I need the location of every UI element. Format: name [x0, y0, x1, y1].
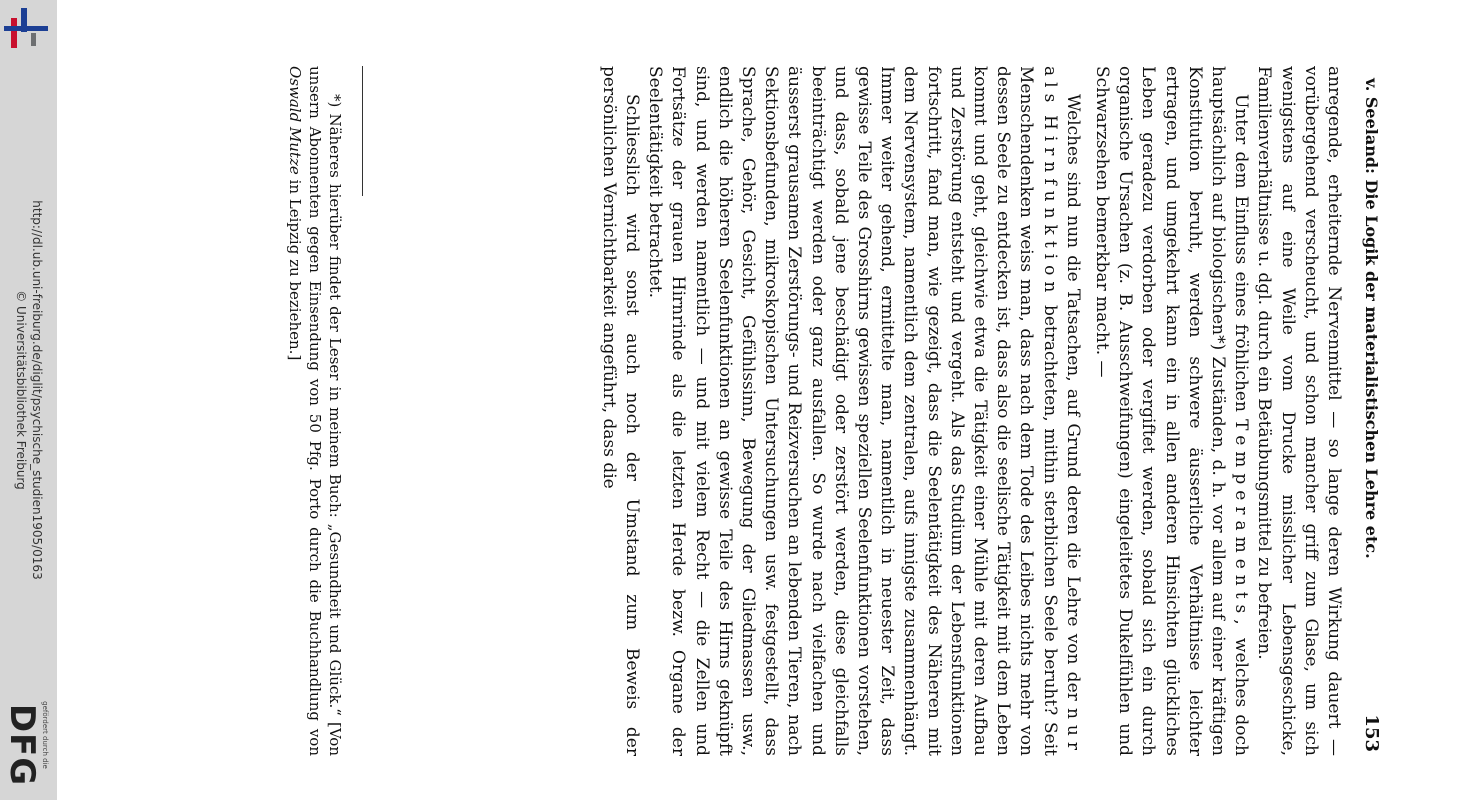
viewer-sidebar	[0, 0, 57, 800]
running-head	[1357, 66, 1385, 756]
footnote-rule	[362, 66, 363, 196]
footnote: *) Näheres hierüber findet der Leser in meinem Buch: „Gesundheit und Glück.“ [Von unsern Abonnenten gegen Einsendung von 50 Pfg. Porto durch die Buchhandlung von Oswald Mutze in Leipzig zu beziehen.]	[286, 66, 344, 756]
paragraph-4: Schliesslich wird sonst auch noch der Umstand zum Beweis der persönlichen Vernichtbarkeit angeführt, dass die	[598, 66, 642, 756]
ub-freiburg-logo	[4, 8, 50, 48]
page-number: 153	[1361, 714, 1382, 752]
paragraph-3: Welches sind nun die Tatsachen, auf Grund deren die Lehre von der nur als Hirnfunktion betrachteten, mithin sterblichen Seele beruht? Seit Menschendenken weiss man, dass nach dem Tode des Leibes nichts mehr von dessen Seele zu entdecken ist, dass also die seelische Tätigkeit mit dem Leben kommt und geht, gleichwie etwa die Tätigkeit einer Mühle mit deren Aufbau und Zerstörung entsteht und vergeht. Als das Studium der Lebensfunktionen fortschritt, fand man, wie gezeigt, dass die Seelentätigkeit des Näheren mit dem Nervensystem, namentlich dem zentralen, aufs innigste zusammenhängt. Immer weiter gehend, ermittelte man, namentlich in neuester Zeit, dass gewisse Teile des Grosshirns gewissen speziellen Seelenfunktionen vorstehen, und dass, sobald jene beschädigt oder zerstört werden, diese gleichfalls beeinträchtigt werden oder ganz ausfallen. So wurde nach vielfachen und äusserst grausamen Zerstörungs- und Reizversuchen an lebenden Tieren, nach Sektionsbefunden, mikroskopischen Untersuchungen usw. festgestellt, dass Sprache, Gehör, Gesicht, Gefühlssinn, Bewegung der Gliedmassen usw., endlich die höheren Seelenfunktionen an gewisse Teile des Hirns geknüpft sind, und werden namentlich — und mit vielem Recht — die Zellen und Fortsätze der grauen Hirnrinde als die letzten Herde bezw. Organe der Seelentätigkeit betrachtet.	[645, 66, 1083, 756]
sidebar-source-info	[6, 180, 52, 600]
scanned-page	[180, 66, 1385, 756]
copyright-notice: © Universitätsbibliothek Freiburg	[14, 290, 28, 490]
source-url[interactable]: http://dl.ub.uni-freiburg.de/diglit/psychische_studien1905/0163	[30, 200, 44, 580]
body-text	[597, 66, 1346, 756]
page-content	[180, 66, 1385, 756]
paragraph-2: Unter dem Einfluss eines fröhlichen Temperaments, welches doch hauptsächlich auf biologischen*) Zuständen, d. h. vor allem auf einer kräftigen Konstitution beruht, werden schwere äusserliche Verhältnisse leichter ertragen, und umgekehrt kann ein in allen anderen Hinsichten glückliches Leben geradezu verdorben oder vergiftet werden, sobald sich ein durch organische Ursachen (z. B. Ausschweifungen) eingeleitetes Dukelfühlen und Schwarzsehen bemerkbar macht. —	[1091, 66, 1252, 756]
paragraph-1: anregende, erheiternde Nervenmittel — so lange deren Wirkung dauert — vorübergehend verscheucht, und schon mancher griff zum Glase, um sich wenigstens auf eine Weile vom Drucke misslicher Lebensgeschicke, Familienverhältnisse u. dgl. durch ein Betäubungsmittel zu befreien.	[1254, 66, 1344, 756]
dfg-funding-note: gefördert durch die	[41, 701, 49, 769]
running-head-title: v. Seeland: Die Logik der materialistischen Lehre etc.	[1362, 78, 1381, 559]
dfg-logo: DFG	[2, 703, 42, 787]
